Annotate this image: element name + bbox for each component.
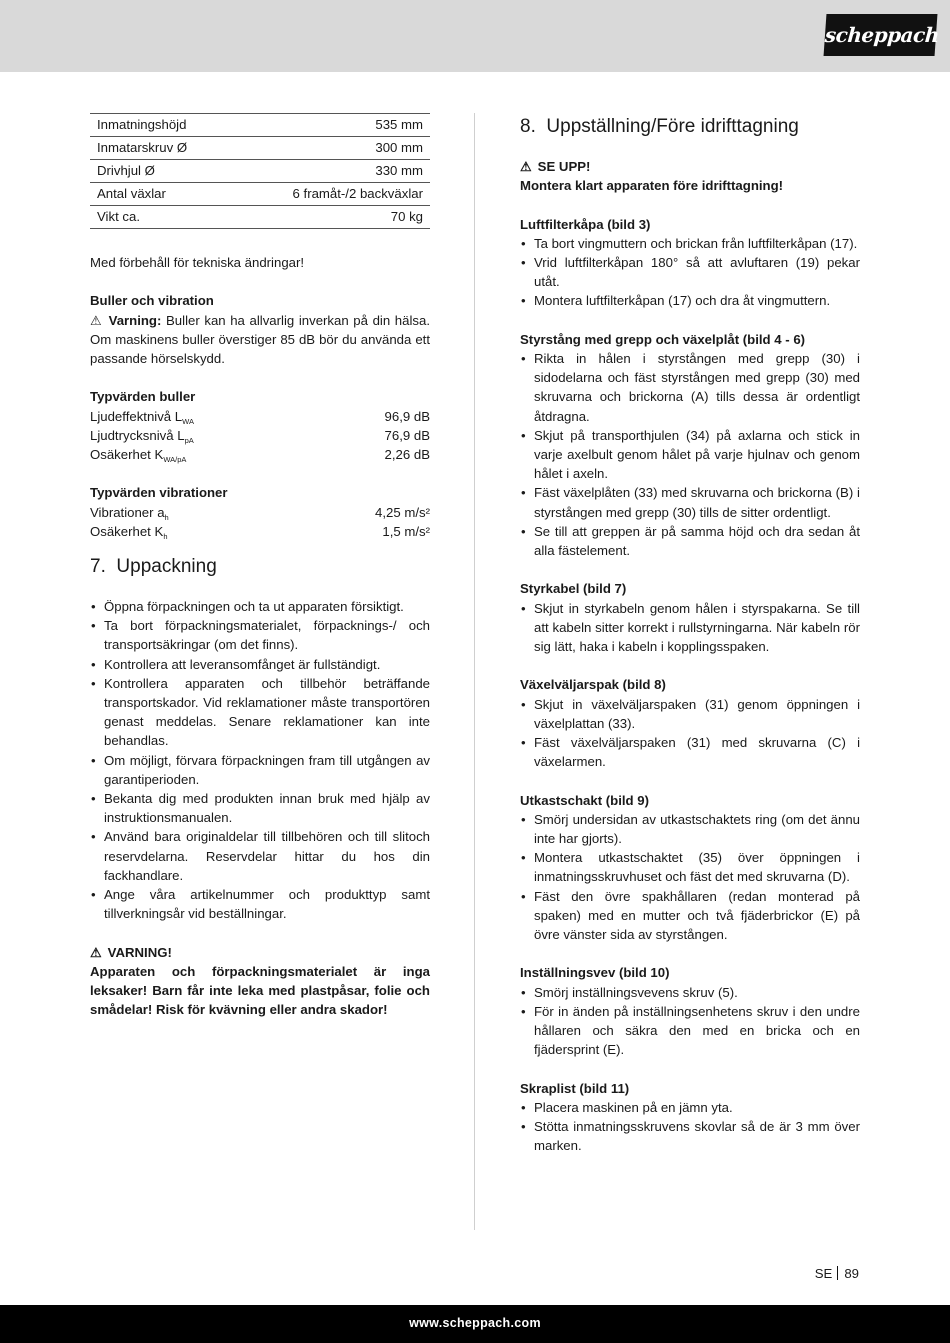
noise-heading: Buller och vibration [90,293,214,309]
list-item: • Placera maskinen på en jämn yta. [520,1098,860,1117]
list-item: • Skjut in styrkabeln genom hålen i styrspakarna. Se till att kabeln sitter korrekt i rullstyrningarna. När kabeln rör sig lätt, haka i kabeln i kopplingsspaken. [520,599,860,657]
spec-row [90,206,430,229]
noise-values-heading: Typvärden buller [90,389,196,405]
assembly-group [520,1079,860,1156]
group-list [520,1098,860,1156]
value-label: Osäkerhet $K_h$ [90,523,168,541]
value-row [90,445,430,464]
spec-label: Inmatarskruv Ø [90,137,232,160]
assembly-group [520,215,860,311]
list-item: • Ange våra artikelnummer och produkttyp samt tillverkningsår vid beställningar. [90,885,430,923]
group-heading: Styrstång med grepp och växelplåt (bild 4 - 6) [520,331,806,347]
spec-value: 535 mm [232,114,430,137]
group-list [520,983,860,1060]
list-item: • Montera luftfilterkåpan (17) och dra åt vingmuttern. [520,291,860,310]
list-item: • Se till att greppen är på samma höjd och dra sedan åt alla fästelement. [520,522,860,560]
header-bar [0,0,950,72]
list-item: • Om möjligt, förvara förpackningen fram till utgången av garantiperioden. [90,751,430,789]
vibration-heading: Typvärden vibrationer [90,485,228,501]
value-amount: 96,9 dB [384,408,430,424]
value-amount: 2,26 dB [384,447,430,462]
group-list [520,599,860,657]
group-list [520,810,860,944]
reservation-note: Med förbehåll för tekniska ändringar! [90,255,305,270]
caution-title: ⚠ SE UPP! [520,157,860,176]
spec-value: 6 framåt-/2 backväxlar [232,183,430,206]
page-number: SE 89 [814,1266,859,1281]
group-heading: Inställningsvev (bild 10) [520,965,670,981]
spec-row [90,183,430,206]
value-label: Ljudtrycksnivå $L_{pA}$ [90,427,194,445]
spec-label: Drivhjul Ø [90,160,232,183]
list-item: • Använd bara originaldelar till tillbehören och till slitoch reservdelarna. Reservdelar hittar du hos din fackhandlare. [90,827,430,885]
list-item: • Ta bort förpackningsmaterialet, förpacknings-/ och transportsäkringar (om det finns). [90,616,430,654]
list-item: • Kontrollera apparaten och tillbehör beträffande transportskador. Vid reklamationer måste transportören genast meddelas. Senare reklamationer kan inte behandlas. [90,674,430,751]
page-number-divider [837,1266,838,1280]
list-item: • Kontrollera att leveransomfånget är fullständigt. [90,655,430,674]
value-row [90,503,430,522]
group-list [520,234,860,311]
spec-value: 70 kg [232,206,430,229]
column-divider [474,113,475,1230]
warning-title: ⚠ VARNING! [90,943,430,962]
list-item: • Stötta inmatningsskruvens skovlar så de är 3 mm över marken. [520,1117,860,1155]
value-row [90,407,430,426]
specs-table [90,113,430,229]
value-subscript: WA [182,416,194,426]
assembly-group [520,791,860,945]
spec-label: Antal växlar [90,183,232,206]
warning-triangle-icon: ⚠ [520,159,532,174]
list-item: • Fäst växelväljarspaken (31) med skruvarna (C) i växelarmen. [520,733,860,771]
spec-value: 300 mm [232,137,430,160]
vibration-values-list [90,503,430,541]
value-subscript: WA/pA [163,455,187,464]
value-row [90,522,430,541]
group-heading: Växelväljarspak (bild 8) [520,677,666,693]
assembly-group [520,675,860,771]
footer-bar [0,1305,950,1343]
noise-values-list [90,407,430,465]
group-heading: Styrkabel (bild 7) [520,581,627,597]
value-label: Ljudeffektnivå $L_{WA}$ [90,408,194,426]
assembly-groups [520,195,860,1155]
spec-label: Vikt ca. [90,206,232,229]
value-subscript: h [163,531,168,541]
right-column [520,113,860,1155]
spec-row [90,160,430,183]
value-amount: 1,5 m/s² [382,523,430,539]
list-item: • Rikta in hålen i styrstången med grepp (30) i sidodelarna och fäst styrstången med grepp (30) med skruvarna och brickorna (A) tills dessa är ordentligt åtdragna. [520,349,860,426]
list-item: • Smörj undersidan av utkastschaktets ring (om det ännu inte har gjorts). [520,810,860,848]
assembly-group [520,579,860,656]
section-8-title: 8. Uppställning/Före idrifttagning [520,116,799,137]
list-item: • Vrid luftfilterkåpan 180° så att avluftaren (19) pekar utåt. [520,253,860,291]
left-column [90,113,430,1019]
list-item: • Ta bort vingmuttern och brickan från luftfilterkåpan (17). [520,234,860,253]
list-item: • Fäst växelplåten (33) med skruvarna och brickorna (B) i styrstången med grepp (30) tills de sitter ordentligt. [520,483,860,521]
value-subscript: pA [184,435,194,445]
assembly-group [520,330,860,560]
value-row [90,426,430,445]
value-label: Osäkerhet $K_{WA/pA}$ [90,447,187,464]
warning-triangle-icon: ⚠ [90,312,102,328]
value-label: Vibrationer $a_h$ [90,504,169,522]
section-7-title: 7. Uppackning [90,556,217,577]
group-list [520,349,860,560]
warning-triangle-icon: ⚠ [90,944,102,960]
noise-warning: ⚠ Varning: Buller kan ha allvarlig inverkan på din hälsa. Om maskinens buller överstiger 85 dB bör du använda ett passande hörselskydd. [90,312,430,366]
group-heading: Luftfilterkåpa (bild 3) [520,216,651,232]
group-list [520,695,860,772]
list-item: • Smörj inställningsvevens skruv (5). [520,983,860,1002]
assembly-group [520,963,860,1059]
list-item: • Skjut in växelväljarspaken (31) genom öppningen i växelplattan (33). [520,695,860,733]
list-item: • Skjut på transporthjulen (34) på axlarna och stick in varje axelbult genom hålet på varje hjulnav och genom hålet i axeln. [520,426,860,484]
list-item: • Bekanta dig med produkten innan bruk med hjälp av instruktionsmanualen. [90,789,430,827]
spec-label: Inmatningshöjd [90,114,232,137]
value-amount: 76,9 dB [384,427,430,443]
group-heading: Utkastschakt (bild 9) [520,792,649,808]
value-subscript: h [164,512,169,522]
list-item: • Montera utkastschaktet (35) över öppningen i inmatningsskruvhuset och fäst det med skruvarna (D). [520,848,860,886]
spec-row [90,137,430,160]
group-heading: Skraplist (bild 11) [520,1080,630,1096]
spec-row [90,114,430,137]
footer-url[interactable]: www.scheppach.com [409,1316,541,1330]
spec-value: 330 mm [232,160,430,183]
warning-text: Apparaten och förpackningsmaterialet är inga leksaker! Barn får inte leka med plastpåsar, folie och smådelar! Risk för kvävning eller andra skador! [90,963,430,1018]
list-item: • För in änden på inställningsenhetens skruv i den undre hållaren och säkra den med en bricka och en fjädersprint (E). [520,1002,860,1060]
unpacking-list [90,597,430,923]
caution-text: Montera klart apparaten före idrifttagning! [520,178,784,194]
value-amount: 4,25 m/s² [375,504,430,520]
brand-logo: scheppach [824,14,938,56]
list-item: • Öppna förpackningen och ta ut apparaten försiktigt. [90,597,430,616]
list-item: • Fäst den övre spakhållaren (redan monterad på spaken) med en mutter och två fjäderbrickor (E) på övre vänster sida av styrstången. [520,887,860,945]
